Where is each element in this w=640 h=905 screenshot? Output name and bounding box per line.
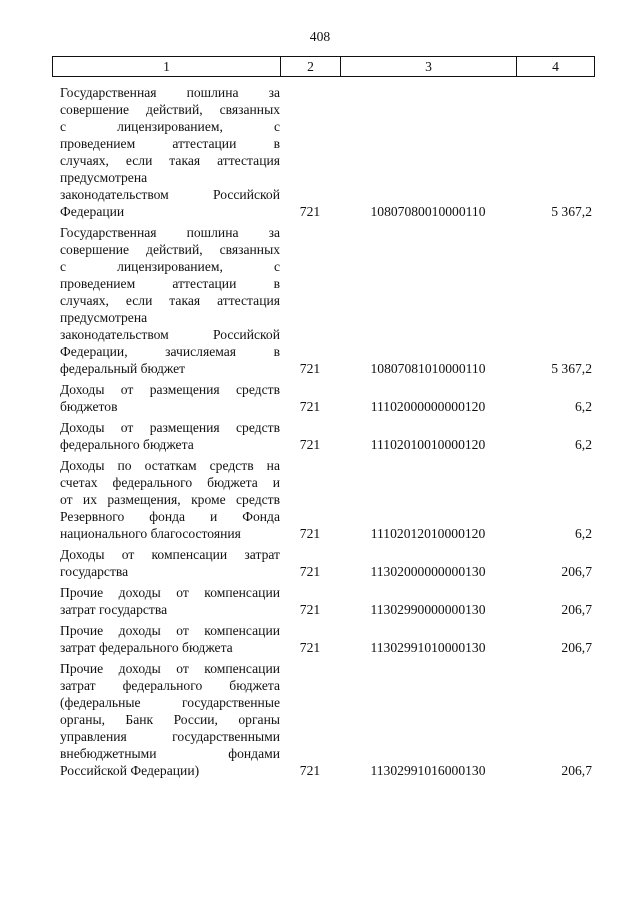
row-name-line: Государственная пошлина за xyxy=(60,225,280,240)
row-name-line: затрат государства xyxy=(60,602,168,617)
column-header-1: 1 xyxy=(53,57,281,77)
row-sum: 206,7 xyxy=(561,602,592,617)
row-name-line: Прочие доходы от компенсации xyxy=(60,623,280,638)
row-admin-code: 721 xyxy=(299,437,321,452)
row-name-line: бюджетов xyxy=(60,399,118,414)
table-row xyxy=(52,660,594,779)
row-name-line: совершение действий, связанных xyxy=(60,102,280,117)
row-name-line: Доходы от компенсации затрат xyxy=(60,547,280,562)
row-budget-code: 11102010010000120 xyxy=(370,437,486,452)
row-name-line: управления государственными xyxy=(60,729,280,744)
page-number: 408 xyxy=(309,29,331,44)
table-row xyxy=(52,381,594,415)
row-budget-code: 11302991016000130 xyxy=(370,763,486,778)
column-header-row xyxy=(53,57,595,77)
row-sum: 206,7 xyxy=(561,763,592,778)
row-budget-code: 11302000000000130 xyxy=(370,564,486,579)
row-name xyxy=(52,419,280,453)
row-sum: 5 367,2 xyxy=(551,204,592,219)
row-name-line: Резервного фонда и Фонда xyxy=(60,509,280,524)
row-name xyxy=(52,584,280,618)
row-name-line: органы, Банк России, органы xyxy=(60,712,280,727)
row-name-line: Прочие доходы от компенсации xyxy=(60,661,280,676)
row-name-line: затрат федерального бюджета xyxy=(60,640,233,655)
row-admin-code: 721 xyxy=(299,361,321,376)
row-name-line: Доходы от размещения средств xyxy=(60,382,280,397)
row-name xyxy=(52,622,280,656)
row-name-line: случаях, если такая аттестация xyxy=(60,153,280,168)
row-sum: 206,7 xyxy=(561,640,592,655)
table-row xyxy=(52,622,594,656)
row-name-line: законодательством Российской xyxy=(60,187,280,202)
row-name-line: проведением аттестации в xyxy=(60,136,280,151)
row-sum: 5 367,2 xyxy=(551,361,592,376)
budget-rows xyxy=(52,84,594,783)
row-name-line: (федеральные государственные xyxy=(60,695,280,710)
row-name-line: Прочие доходы от компенсации xyxy=(60,585,280,600)
column-header-3: 3 xyxy=(341,57,517,77)
row-admin-code: 721 xyxy=(299,763,321,778)
table-row xyxy=(52,546,594,580)
row-name-line: с лицензированием, с xyxy=(60,259,280,274)
row-name-line: Доходы от размещения средств xyxy=(60,420,280,435)
row-name-line: федерального бюджета xyxy=(60,437,194,452)
row-sum: 6,2 xyxy=(575,437,592,452)
column-header-2: 2 xyxy=(281,57,341,77)
row-name-line: законодательством Российской xyxy=(60,327,280,342)
row-name xyxy=(52,546,280,580)
table-row xyxy=(52,419,594,453)
row-budget-code: 11302990000000130 xyxy=(370,602,486,617)
row-name-line: Федерации, зачисляемая в xyxy=(60,344,280,359)
row-budget-code: 11302991010000130 xyxy=(370,640,486,655)
table-row xyxy=(52,224,594,377)
row-name-line: счетах федерального бюджета и xyxy=(60,475,280,490)
row-admin-code: 721 xyxy=(299,564,321,579)
table-row xyxy=(52,457,594,542)
row-name-line: предусмотрена xyxy=(60,170,148,185)
row-name-line: Российской Федерации) xyxy=(60,763,200,778)
column-header-4: 4 xyxy=(517,57,595,77)
row-name xyxy=(52,457,280,542)
row-name-line: предусмотрена xyxy=(60,310,148,325)
row-name-line: федеральный бюджет xyxy=(60,361,186,376)
row-name-line: Федерации xyxy=(60,204,125,219)
row-admin-code: 721 xyxy=(299,399,321,414)
row-name-line: Государственная пошлина за xyxy=(60,85,280,100)
row-budget-code: 10807081010000110 xyxy=(370,361,486,376)
row-name xyxy=(52,660,280,779)
row-name xyxy=(52,224,280,377)
row-admin-code: 721 xyxy=(299,640,321,655)
row-name-line: государства xyxy=(60,564,129,579)
row-name-line: затрат федерального бюджета xyxy=(60,678,280,693)
row-sum: 6,2 xyxy=(575,526,592,541)
table-row xyxy=(52,84,594,220)
row-budget-code: 11102000000000120 xyxy=(370,399,486,414)
row-name-line: совершение действий, связанных xyxy=(60,242,280,257)
row-name xyxy=(52,381,280,415)
row-name-line: Доходы по остаткам средств на xyxy=(60,458,280,473)
row-name xyxy=(52,84,280,220)
row-name-line: от их размещения, кроме средств xyxy=(60,492,280,507)
row-admin-code: 721 xyxy=(299,526,321,541)
table-row xyxy=(52,584,594,618)
row-name-line: проведением аттестации в xyxy=(60,276,280,291)
row-name-line: с лицензированием, с xyxy=(60,119,280,134)
row-admin-code: 721 xyxy=(299,204,321,219)
column-header-table xyxy=(52,56,595,77)
row-budget-code: 10807080010000110 xyxy=(370,204,486,219)
row-budget-code: 11102012010000120 xyxy=(370,526,486,541)
row-sum: 6,2 xyxy=(575,399,592,414)
row-name-line: случаях, если такая аттестация xyxy=(60,293,280,308)
row-admin-code: 721 xyxy=(299,602,321,617)
row-sum: 206,7 xyxy=(561,564,592,579)
row-name-line: внебюджетными фондами xyxy=(60,746,280,761)
row-name-line: национального благосостояния xyxy=(60,526,241,541)
